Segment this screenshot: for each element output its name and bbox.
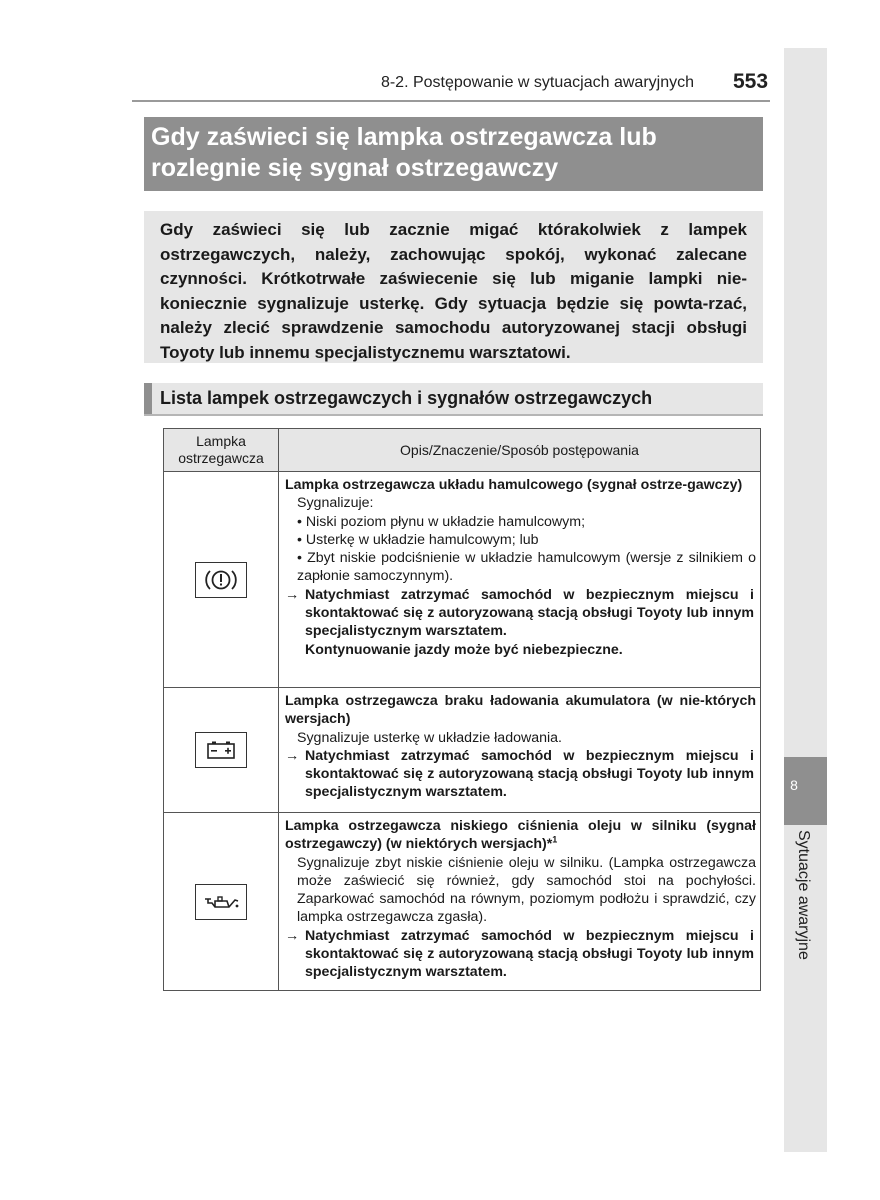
action-text: Natychmiast zatrzymać samochód w bezpiecznym miejscu i skontaktować się z autoryzowaną stacją obsługi Toyoty lub innym specjalistycznym warsztatem. — [305, 747, 754, 801]
chapter-title: Sytuacje awaryjne — [795, 830, 812, 960]
lamp-title: Lampka ostrzegawcza niskiego ciśnienia oleju w silniku (sygnał ostrzegawczy) (w niektórych wersjach)* — [285, 818, 756, 853]
description-cell — [279, 472, 761, 688]
lamp-title: Lampka ostrzegawcza układu hamulcowego (sygnał ostrze-gawczy) — [285, 477, 743, 493]
description-cell — [279, 688, 761, 813]
table-row — [164, 688, 761, 813]
lamp-signals: Sygnalizuje usterkę w układzie ładowania. — [297, 729, 562, 746]
battery-charge-icon — [195, 732, 247, 768]
chapter-number: 8 — [790, 777, 798, 793]
running-header: 8-2. Postępowanie w sytuacjach awaryjnych — [380, 74, 694, 91]
sub-heading — [144, 383, 763, 416]
list-item: • Niski poziom płynu w układzie hamulcowym; — [297, 513, 586, 530]
table-header-row — [164, 429, 761, 472]
warning-lamp-table — [163, 428, 761, 991]
footnote-marker: 1 — [552, 834, 558, 845]
icon-cell — [164, 688, 279, 813]
icon-cell — [164, 472, 279, 688]
lamp-action — [285, 586, 756, 659]
arrow-icon: → — [285, 586, 300, 603]
table-row — [164, 813, 761, 991]
arrow-icon: → — [285, 927, 300, 944]
column-header-lamp: Lampka ostrzegawcza — [164, 429, 279, 472]
lamp-action — [285, 747, 756, 802]
brake-warning-icon — [195, 562, 247, 598]
lamp-signals: Sygnalizuje: — [297, 495, 374, 512]
page-number: 553 — [733, 70, 769, 93]
list-item: • Usterkę w układzie hamulcowym; lub — [297, 531, 539, 548]
sub-heading-text: Lista lampek ostrzegawczych i sygnałów ostrzegawczych — [160, 388, 653, 408]
oil-pressure-icon — [195, 884, 247, 920]
sub-heading-bar — [144, 383, 152, 414]
header-rule — [132, 100, 770, 102]
list-item: • Zbyt niskie podciśnienie w układzie hamulcowym (wersje z silnikiem o zapłonie samoczynnym). — [297, 550, 756, 585]
chapter-tab — [784, 757, 827, 825]
lamp-signals: Sygnalizuje zbyt niskie ciśnienie oleju w silniku. (Lampka ostrzegawcza może zaświecić się również, gdy samochód stoi na pochyłości. Zaparkować samochód na równym, poziomym podłożu i sprawdzić, czy lampka ostrzegawcza zgasła). — [297, 854, 756, 926]
action-text: Natychmiast zatrzymać samochód w bezpiecznym miejscu i skontaktować się z autoryzowaną stacją obsługi Toyoty lub innym specjalistycznym warsztatem. — [305, 586, 754, 640]
action-text: Natychmiast zatrzymać samochód w bezpiecznym miejscu i skontaktować się z autoryzowaną stacją obsługi Toyoty lub innym specjalistycznym warsztatem. — [305, 927, 754, 981]
arrow-icon: → — [285, 747, 300, 764]
action-warning: Kontynuowanie jazdy może być niebezpieczne. — [305, 641, 623, 658]
icon-cell — [164, 813, 279, 991]
main-heading: Gdy zaświeci się lampka ostrzegawcza lub rozlegnie się sygnał ostrzegawczy — [144, 117, 763, 191]
column-header-description: Opis/Znaczenie/Sposób postępowania — [279, 429, 761, 472]
table-row — [164, 472, 761, 688]
lamp-title: Lampka ostrzegawcza braku ładowania akumulatora (w nie-których wersjach) — [285, 693, 756, 728]
lamp-action — [285, 927, 756, 982]
side-thumb-strip — [784, 48, 827, 1152]
description-cell — [279, 813, 761, 991]
intro-paragraph: Gdy zaświeci się lub zacznie migać którakolwiek z lampek ostrzegawczych, należy, zachowując spokój, wykonać zalecane czynności. Krótkotrwałe zaświecenie się lub miganie lampki nie-koniecznie sygnalizuje usterkę. Gdy sytuacja będzie się powta-rzać, należy zlecić sprawdzenie samochodu autoryzowanej stacji obsługi Toyoty lub innemu specjalistycznemu warsztatowi. — [144, 211, 763, 363]
